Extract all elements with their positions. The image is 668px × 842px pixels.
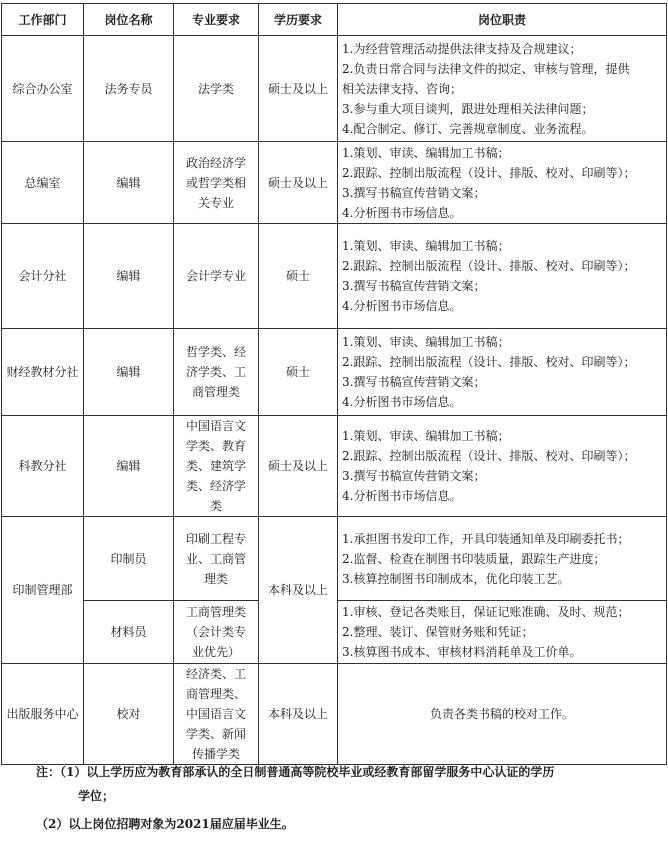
- duties-cell: [338, 601, 667, 664]
- duty-line: 1.策划、审读、编辑加工书稿；: [342, 145, 510, 160]
- education-cell: 硕士及以上: [259, 142, 338, 224]
- duties-cell: [338, 517, 667, 601]
- duty-line: 1.承担图书发印工作，开具印装通知单及印刷委托书；: [342, 531, 630, 546]
- major-cell: [174, 416, 259, 517]
- major-cell: [174, 36, 259, 142]
- major-line: 商管理类、: [185, 687, 246, 701]
- major-line: 哲学类、经: [185, 345, 246, 359]
- note-1-continued: 学位；: [78, 789, 115, 803]
- education-cell: 硕士: [259, 224, 338, 329]
- duty-line: 1.策划、审读、编辑加工书稿；: [342, 239, 510, 253]
- major-cell: [174, 224, 259, 329]
- dept-cell: 科教分社: [2, 416, 84, 517]
- header-major: 专业要求: [174, 4, 259, 36]
- position-cell: 编辑: [84, 142, 174, 224]
- major-line: 济学类、工: [185, 365, 246, 379]
- recruitment-table: [1, 3, 667, 765]
- duties-cell: 负责各类书稿的校对工作。: [338, 664, 667, 765]
- duty-line: 1.为经营管理活动提供法律支持及合规建议；: [342, 41, 582, 56]
- duty-line: 2.监督、检查在制图书印装质量，跟踪生产进度；: [342, 551, 606, 566]
- dept-cell: 总编室: [2, 142, 84, 224]
- major-cell: [174, 329, 259, 416]
- table-row: [2, 517, 667, 601]
- duty-line: 4.配合制定、修订、完善规章制度、业务流程。: [342, 121, 594, 136]
- table-header-row: [2, 4, 667, 36]
- major-line: （会计类专: [185, 625, 246, 639]
- duties-cell: [338, 416, 667, 517]
- duty-line: 4.分析图书市场信息。: [342, 489, 462, 503]
- duty-line: 2.整理、装订、保管财务账和凭证；: [342, 625, 534, 639]
- major-cell: [174, 142, 259, 224]
- major-line: 关专业: [197, 195, 234, 210]
- major-line: 工商管理类: [185, 605, 246, 619]
- education-cell: 硕士及以上: [259, 36, 338, 142]
- major-cell: [174, 601, 259, 664]
- duty-line: 2.负责日常合同与法律文件的拟定、审核与管理，提供: [342, 61, 630, 76]
- note-2: （2）以上岗位招聘对象为2021届应届毕业生。: [36, 817, 294, 831]
- duty-line: 2.跟踪、控制出版流程（设计、排版、校对、印刷等）；: [342, 259, 636, 273]
- table-row: [2, 224, 667, 329]
- education-cell: 本科及以上: [259, 517, 338, 664]
- major-line: 类、建筑学: [185, 459, 246, 473]
- header-duties: 岗位职责: [338, 4, 667, 36]
- duty-line: 3.核算控制图书印制成本，优化印装工艺。: [342, 571, 570, 586]
- duty-line: 4.分析图书市场信息。: [342, 205, 462, 220]
- position-cell: 编辑: [84, 329, 174, 416]
- table-row: [2, 664, 667, 765]
- table-row: [2, 36, 667, 142]
- duty-line: 4.分析图书市场信息。: [342, 395, 462, 409]
- position-cell: 校对: [84, 664, 174, 765]
- position-cell: 编辑: [84, 224, 174, 329]
- header-education: 学历要求: [259, 4, 338, 36]
- major-line: 学类、新闻: [185, 727, 246, 741]
- major-line: 政治经济学: [185, 155, 246, 170]
- duty-line: 1.策划、审读、编辑加工书稿；: [342, 429, 510, 443]
- major-line: 法学类: [197, 81, 234, 96]
- major-cell: [174, 517, 259, 601]
- major-line: 商管理类: [191, 385, 240, 399]
- position-cell: 材料员: [84, 601, 174, 664]
- duty-line: 3.撰写书稿宣传营销文案；: [342, 469, 486, 483]
- major-line: 业优先）: [191, 645, 240, 659]
- position-cell: 法务专员: [84, 36, 174, 142]
- major-line: 类: [209, 499, 222, 513]
- education-cell: 硕士及以上: [259, 416, 338, 517]
- duty-line: 2.跟踪、控制出版流程（设计、排版、校对、印刷等）；: [342, 449, 636, 463]
- duty-line: 2.跟踪、控制出版流程（设计、排版、校对、印刷等）；: [342, 355, 636, 369]
- duty-line: 1.审核、登记各类账目，保证记账准确、及时、规范；: [342, 605, 630, 619]
- major-cell: [174, 664, 259, 765]
- note-1: 注：（1）以上学历应为教育部承认的全日制普通高等院校毕业或经教育部留学服务中心认证的学历: [36, 765, 555, 779]
- major-line: 中国语言文: [185, 707, 246, 721]
- footnotes: [36, 760, 656, 836]
- education-cell: 硕士: [259, 329, 338, 416]
- major-line: 理类: [203, 571, 228, 586]
- table-row: [2, 416, 667, 517]
- duties-cell: [338, 142, 667, 224]
- major-line: 会计学专业: [185, 269, 246, 283]
- position-cell: 编辑: [84, 416, 174, 517]
- duty-line: 4.分析图书市场信息。: [342, 299, 462, 313]
- major-line: 学类、教育: [185, 439, 246, 453]
- header-position: 岗位名称: [84, 4, 174, 36]
- duty-line: 3.核算图书成本、审核材料消耗单及工价单。: [342, 645, 582, 659]
- duty-line: 相关法律支持、咨询；: [342, 81, 463, 96]
- dept-cell: 会计分社: [2, 224, 84, 329]
- major-line: 类、经济学: [185, 479, 246, 493]
- education-cell: 本科及以上: [259, 664, 338, 765]
- duty-line: 2.跟踪、控制出版流程（设计、排版、校对、印刷等）；: [342, 165, 636, 180]
- dept-cell: 出版服务中心: [2, 664, 84, 765]
- duty-line: 1.策划、审读、编辑加工书稿；: [342, 335, 510, 349]
- major-line: 或哲学类相: [185, 175, 246, 190]
- table-row: [2, 142, 667, 224]
- duty-line: 3.撰写书稿宣传营销文案；: [342, 185, 486, 200]
- duty-line: 3.撰写书稿宣传营销文案；: [342, 375, 486, 389]
- major-line: 业、工商管: [185, 551, 246, 566]
- position-cell: 印制员: [84, 517, 174, 601]
- duties-cell: [338, 329, 667, 416]
- major-line: 中国语言文: [185, 419, 246, 433]
- duties-cell: [338, 36, 667, 142]
- table-row: [2, 329, 667, 416]
- major-line: 印刷工程专: [185, 531, 246, 546]
- dept-cell: 财经教材分社: [2, 329, 84, 416]
- major-line: 传播学类: [191, 747, 240, 761]
- dept-cell: 印制管理部: [2, 517, 84, 664]
- dept-cell: 综合办公室: [2, 36, 84, 142]
- duties-cell: [338, 224, 667, 329]
- duty-line: 3.参与重大项目谈判，跟进处理相关法律问题；: [342, 101, 594, 116]
- duty-line: 3.撰写书稿宣传营销文案；: [342, 279, 486, 293]
- major-line: 经济类、工: [185, 667, 246, 681]
- header-dept: 工作部门: [2, 4, 84, 36]
